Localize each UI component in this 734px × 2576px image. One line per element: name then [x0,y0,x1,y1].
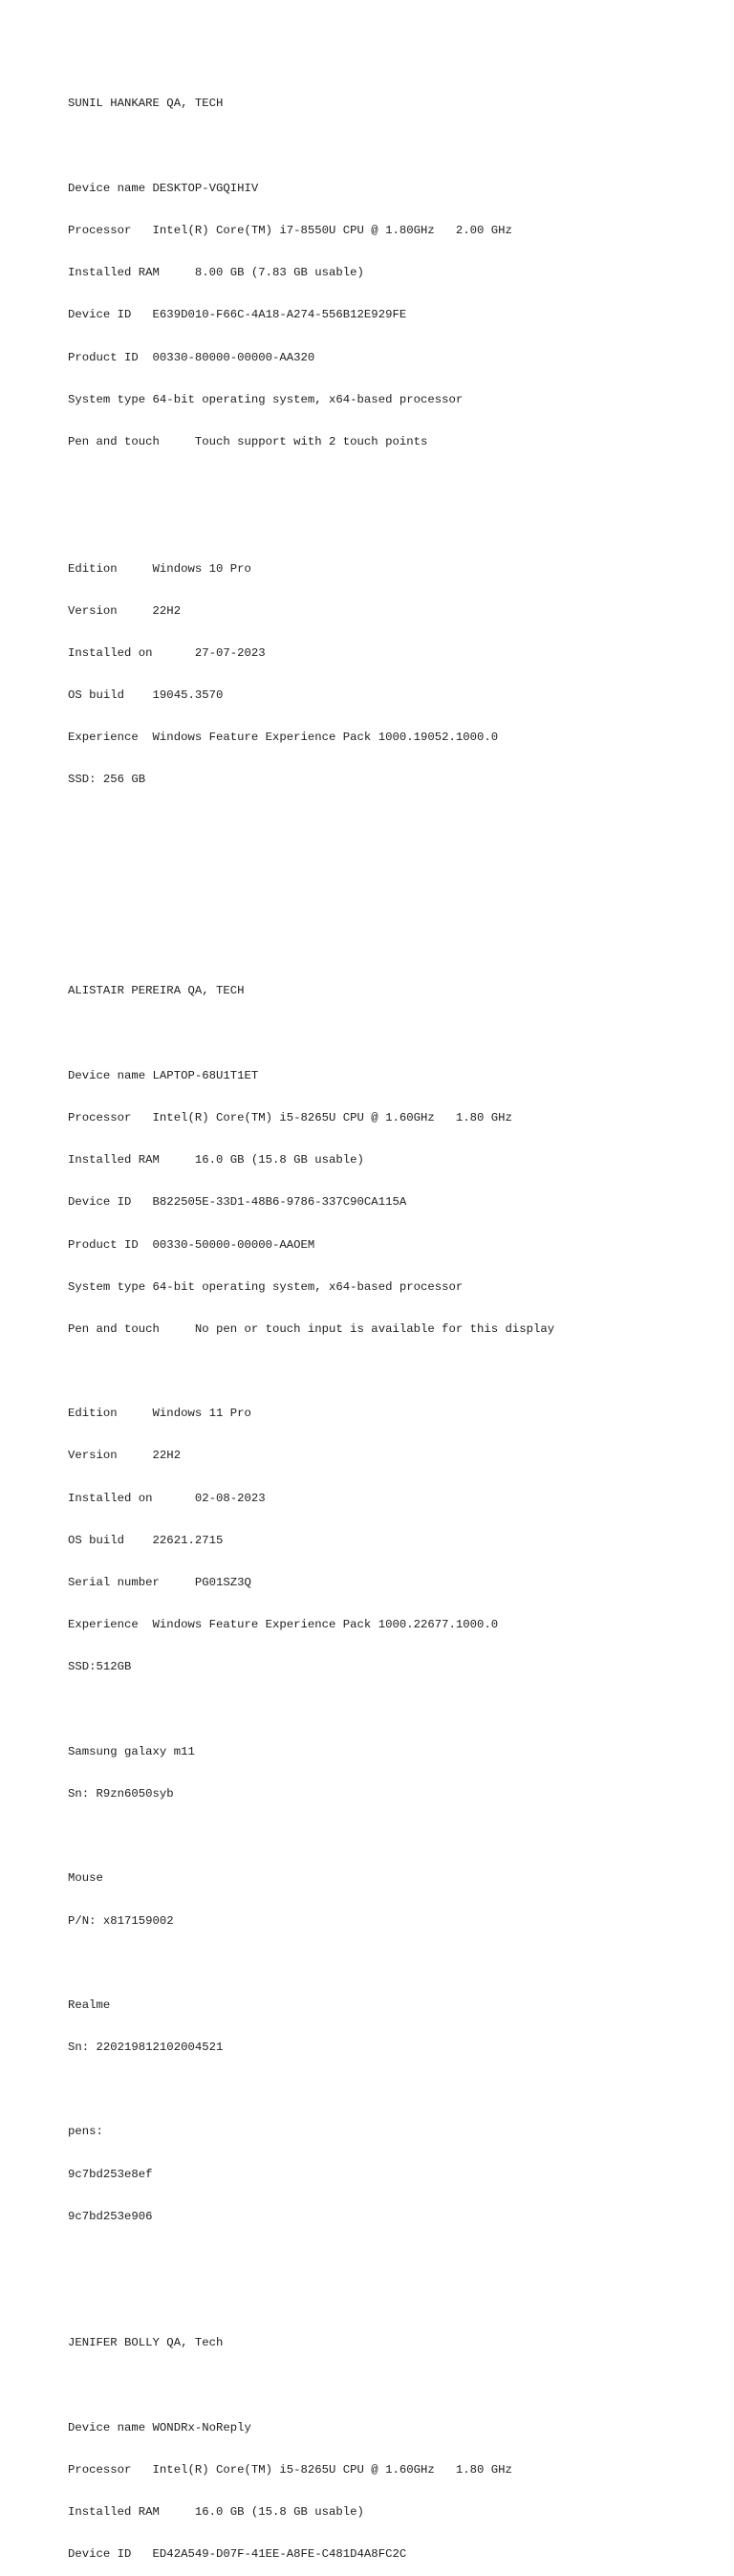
blank-line [68,519,718,534]
installed-on-line: Installed on 27-07-2023 [68,645,266,660]
blank-line [68,1027,718,1041]
blank-line [68,2294,718,2308]
blank-line [68,2252,718,2266]
system-type-line: System type 64-bit operating system, x64-based processor [68,392,464,406]
blank-line [68,942,718,956]
blank-line [68,477,718,491]
realme-line: Realme [68,1997,111,2012]
blank-line [68,1829,718,1844]
document-page [68,69,718,2576]
blank-line [68,2083,718,2097]
pen-id-line: 9c7bd253e906 [68,2209,153,2223]
installed-ram-line: Installed RAM 16.0 GB (15.8 GB usable) [68,2505,364,2520]
blank-line [68,140,718,154]
version-line: Version 22H2 [68,603,182,618]
edition-line: Edition Windows 11 Pro [68,1407,251,1421]
pen-id-line: 9c7bd253e8ef [68,2167,153,2181]
product-id-line: Product ID 00330-80000-00000-AA320 [68,350,315,364]
device-id-line: Device ID E639D010-F66C-4A18-A274-556B12E929FE [68,308,407,322]
device-name-line: Device name WONDRx-NoReply [68,2420,251,2434]
employee-name-2: ALISTAIR PEREIRA QA, TECH [68,984,245,998]
pen-touch-line: Pen and touch No pen or touch input is available for this display [68,1321,555,1336]
serial-number-line: Serial number PG01SZ3Q [68,1576,251,1590]
mouse-line: Mouse [68,1871,103,1886]
pen-touch-line: Pen and touch Touch support with 2 touch points [68,434,428,448]
realme-serial-line: Sn: 220219812102004521 [68,2041,224,2055]
phone-serial-line: Sn: R9zn6050syb [68,1786,174,1801]
blank-line [68,900,718,914]
device-id-line: Device ID B822505E-33D1-48B6-9786-337C90CA115A [68,1195,407,1210]
phone-model-line: Samsung galaxy m11 [68,1744,195,1758]
installed-ram-line: Installed RAM 8.00 GB (7.83 GB usable) [68,266,364,280]
blank-line [68,1956,718,1971]
version-line: Version 22H2 [68,1449,182,1463]
device-name-line: Device name DESKTOP-VGQIHIV [68,181,259,195]
employee-name-3: JENIFER BOLLY QA, Tech [68,2336,224,2350]
blank-line [68,858,718,872]
os-build-line: OS build 22621.2715 [68,1533,224,1547]
device-id-line: Device ID ED42A549-D07F-41EE-A8FE-C481D4A8FC2C [68,2547,407,2562]
blank-line [68,1364,718,1379]
product-id-line: Product ID 00330-50000-00000-AAOEM [68,1237,315,1252]
device-name-line: Device name LAPTOP-68U1T1ET [68,1068,259,1082]
processor-line: Processor Intel(R) Core(TM) i7-8550U CPU @ 1.80GHz 2.00 GHz [68,224,512,238]
processor-line: Processor Intel(R) Core(TM) i5-8265U CPU @ 1.60GHz 1.80 GHz [68,1110,512,1124]
installed-ram-line: Installed RAM 16.0 GB (15.8 GB usable) [68,1153,364,1168]
blank-line [68,1703,718,1717]
installed-on-line: Installed on 02-08-2023 [68,1491,266,1505]
mouse-part-number-line: P/N: x817159002 [68,1913,174,1928]
ssd-line: SSD: 256 GB [68,773,146,787]
experience-line: Experience Windows Feature Experience Pack 1000.19052.1000.0 [68,731,499,745]
blank-line [68,2379,718,2393]
employee-name-1: SUNIL HANKARE QA, TECH [68,97,224,111]
os-build-line: OS build 19045.3570 [68,688,224,703]
ssd-line: SSD:512GB [68,1660,132,1674]
processor-line: Processor Intel(R) Core(TM) i5-8265U CPU @ 1.60GHz 1.80 GHz [68,2462,512,2477]
edition-line: Edition Windows 10 Pro [68,561,251,576]
system-type-line: System type 64-bit operating system, x64-based processor [68,1279,464,1294]
pens-label-line: pens: [68,2125,103,2139]
blank-line [68,816,718,830]
experience-line: Experience Windows Feature Experience Pack 1000.22677.1000.0 [68,1618,499,1632]
